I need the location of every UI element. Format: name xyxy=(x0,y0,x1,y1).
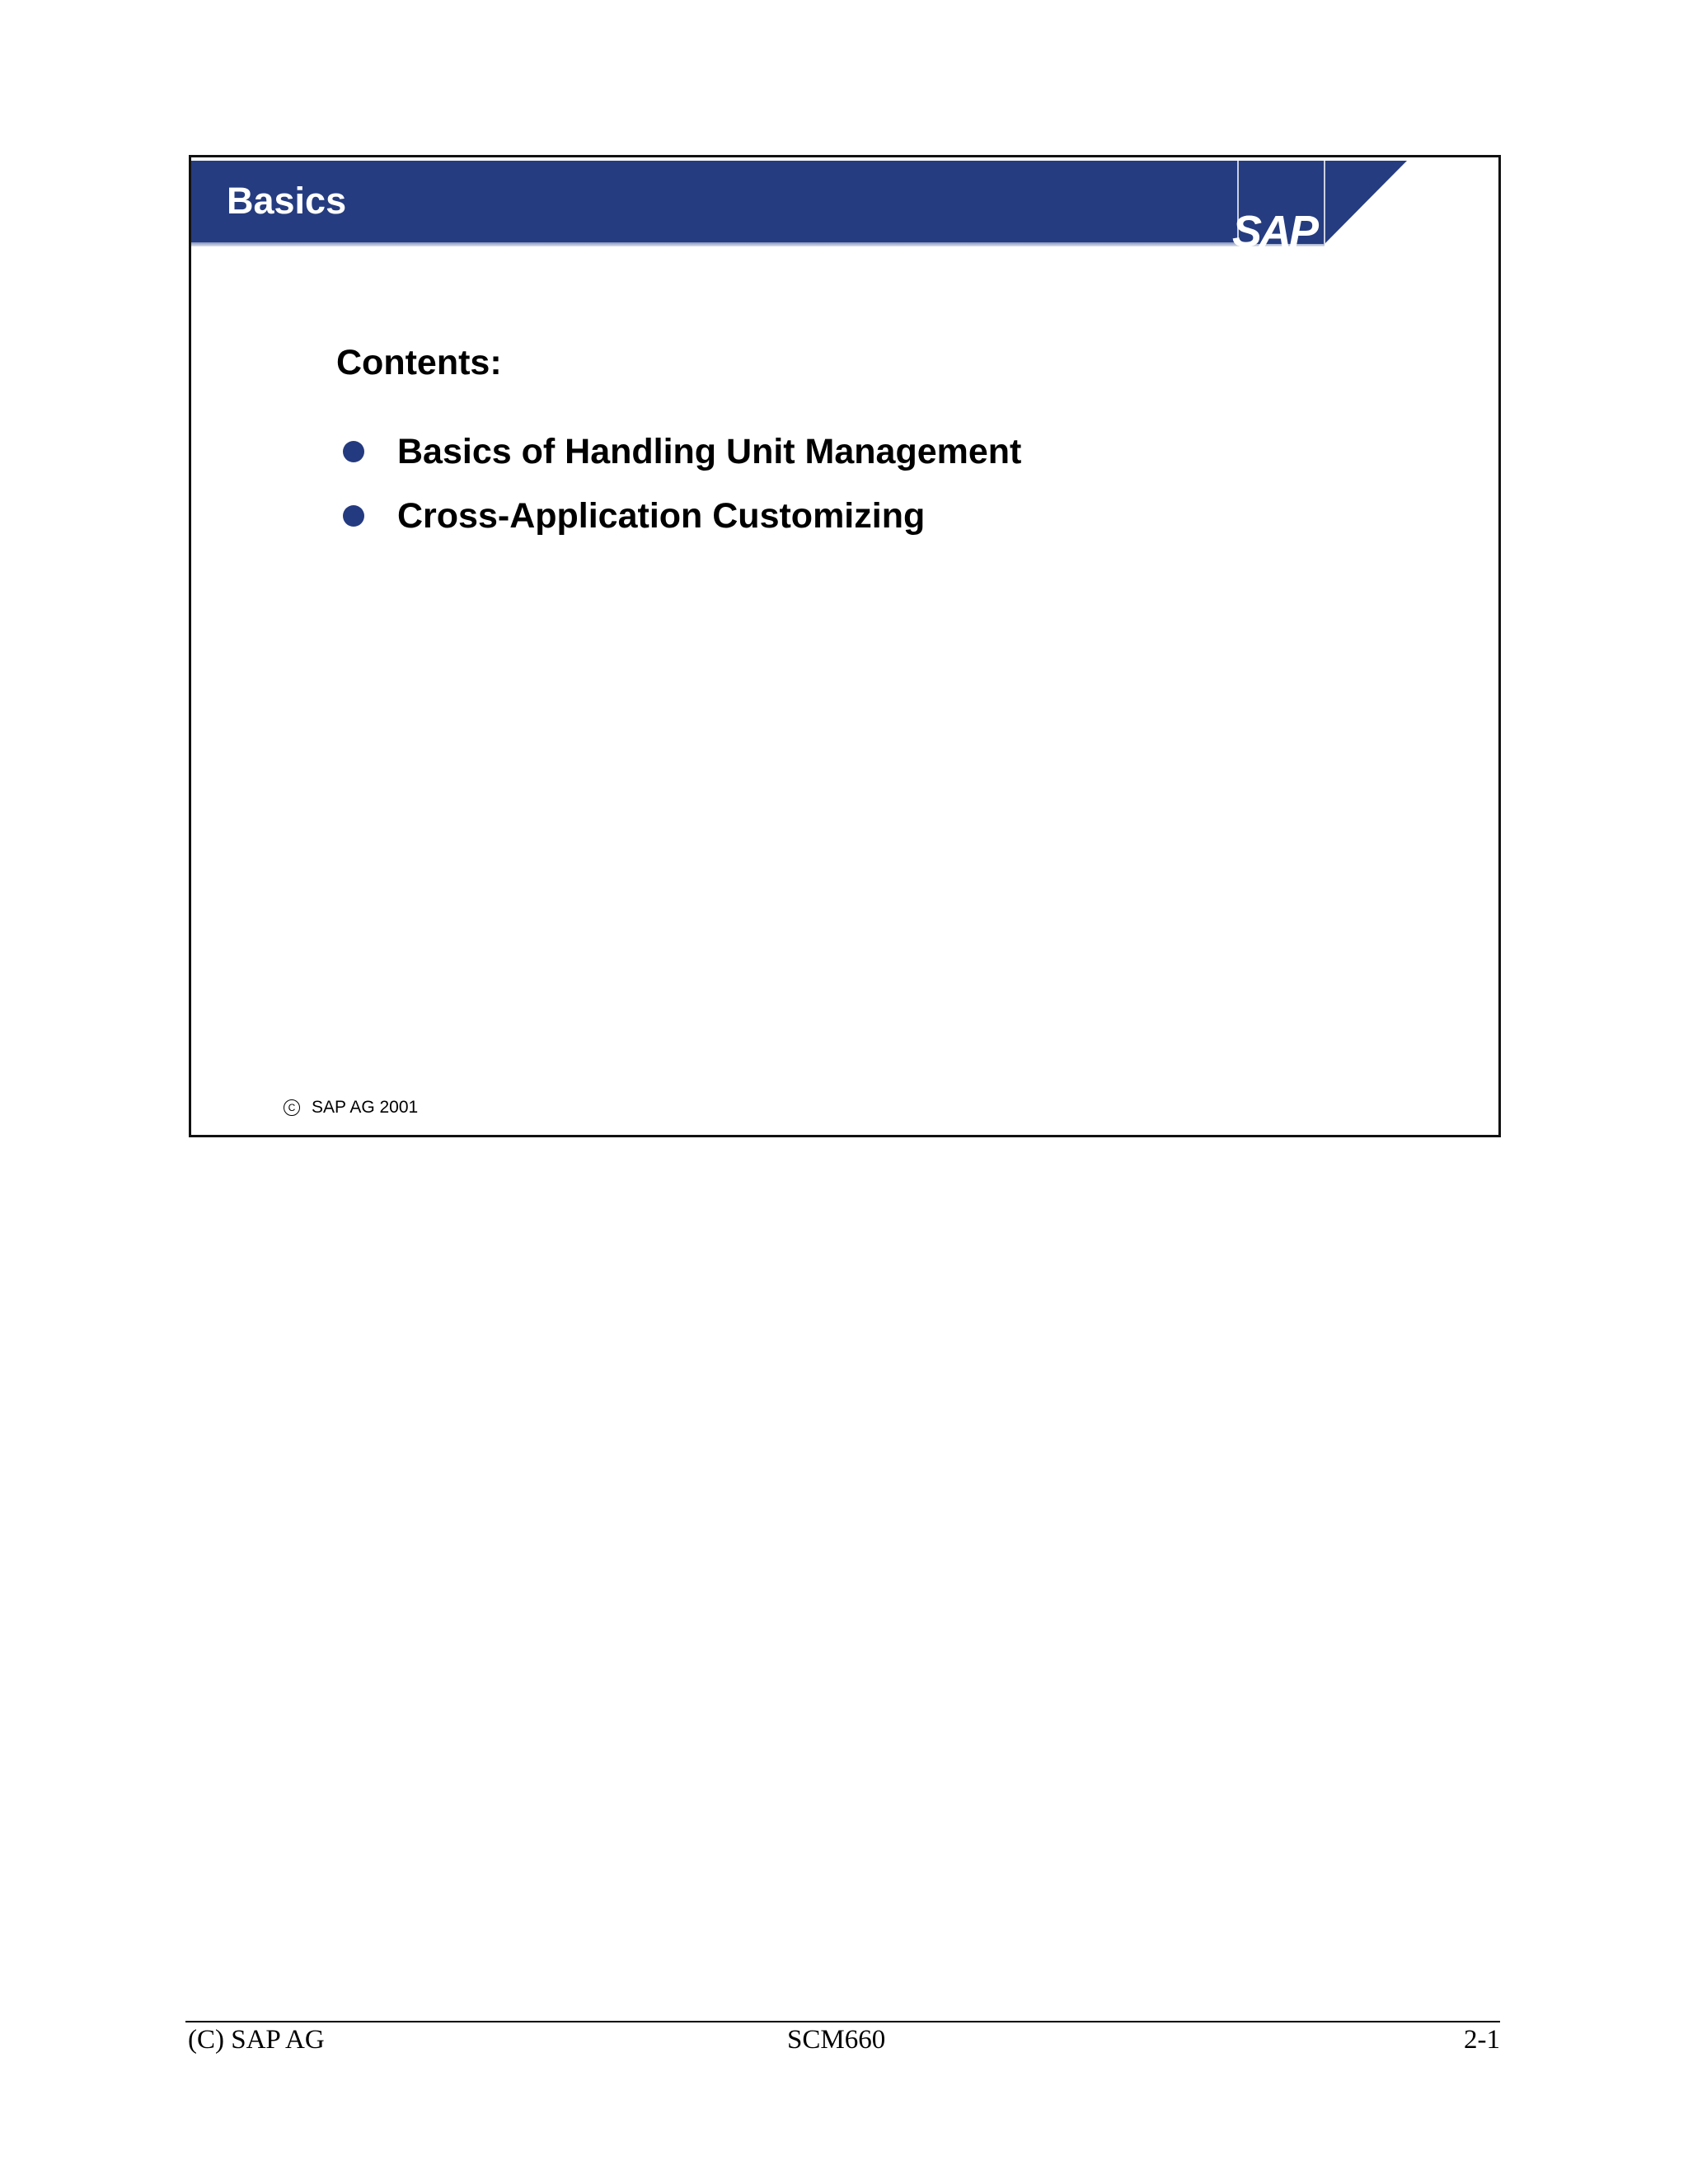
list-item-text: Cross-Application Customizing xyxy=(397,495,926,536)
list-item-text: Basics of Handling Unit Management xyxy=(397,431,1022,471)
footer-course-code: SCM660 xyxy=(787,2025,886,2055)
footer-divider xyxy=(185,2021,1500,2022)
slide-title: Basics xyxy=(227,180,347,222)
footer-copyright: (C) SAP AG xyxy=(188,2025,325,2055)
contents-list xyxy=(343,419,1021,548)
list-item xyxy=(343,484,1021,548)
footer-page-number: 2-1 xyxy=(1464,2025,1500,2055)
bullet-icon xyxy=(343,505,364,527)
sap-logo: SAP xyxy=(1232,207,1317,256)
copyright-text: SAP AG 2001 xyxy=(312,1098,419,1117)
title-banner xyxy=(191,161,1407,256)
title-banner-shape xyxy=(191,161,1407,246)
contents-heading: Contents: xyxy=(336,343,502,382)
slide-frame xyxy=(189,155,1501,1137)
copyright-icon: C xyxy=(284,1099,300,1116)
slide-copyright xyxy=(284,1099,418,1116)
list-item xyxy=(343,419,1021,484)
bullet-icon xyxy=(343,441,364,462)
